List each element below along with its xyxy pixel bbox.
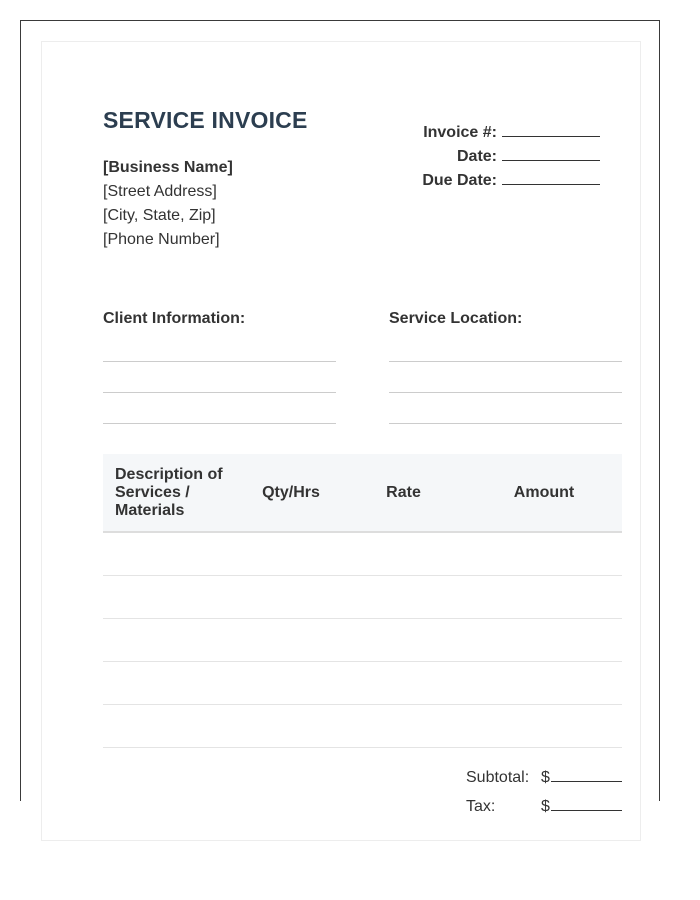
location-line [389, 362, 622, 393]
invoice-number-label: Invoice #: [423, 124, 497, 141]
header-qty: Qty/Hrs [241, 454, 341, 532]
header-description: Description of Services / Materials [103, 454, 241, 532]
table-row [103, 618, 622, 661]
tax-currency: $ [541, 798, 550, 815]
invoice-meta [422, 121, 600, 193]
invoice-number-blank [502, 121, 600, 137]
totals-block [466, 766, 622, 824]
table-row [103, 704, 622, 747]
table-row [103, 661, 622, 704]
client-line [103, 342, 336, 362]
invoice-sheet [41, 41, 641, 841]
location-line [389, 342, 622, 362]
document-frame [20, 20, 660, 815]
business-phone: [Phone Number] [103, 231, 220, 248]
date-label: Date: [456, 148, 497, 165]
service-location-lines [389, 342, 622, 424]
invoice-title: SERVICE INVOICE [103, 107, 308, 133]
business-street: [Street Address] [103, 183, 217, 200]
client-line [103, 393, 336, 424]
subtotal-currency: $ [541, 769, 550, 786]
date-row [422, 145, 600, 169]
client-info-label: Client Information: [103, 310, 246, 327]
subtotal-row [466, 766, 622, 795]
due-date-blank [502, 169, 600, 185]
header-amount: Amount [466, 454, 622, 532]
tax-row [466, 795, 622, 824]
subtotal-blank [551, 766, 622, 782]
due-date-label: Due Date: [422, 172, 497, 189]
service-location-label: Service Location: [389, 310, 523, 327]
client-line [103, 362, 336, 393]
location-line [389, 393, 622, 424]
tax-label: Tax: [466, 798, 496, 815]
invoice-number-row [422, 121, 600, 145]
date-blank [502, 145, 600, 161]
header-rate: Rate [341, 454, 466, 532]
subtotal-label: Subtotal: [466, 769, 530, 786]
services-table [103, 454, 622, 748]
business-info [103, 156, 233, 252]
client-info-lines [103, 342, 336, 424]
table-row [103, 575, 622, 618]
table-row [103, 532, 622, 575]
due-date-row [422, 169, 600, 193]
business-city: [City, State, Zip] [103, 207, 216, 224]
business-name: [Business Name] [103, 159, 233, 176]
table-header-row [103, 454, 622, 532]
tax-blank [551, 795, 622, 811]
